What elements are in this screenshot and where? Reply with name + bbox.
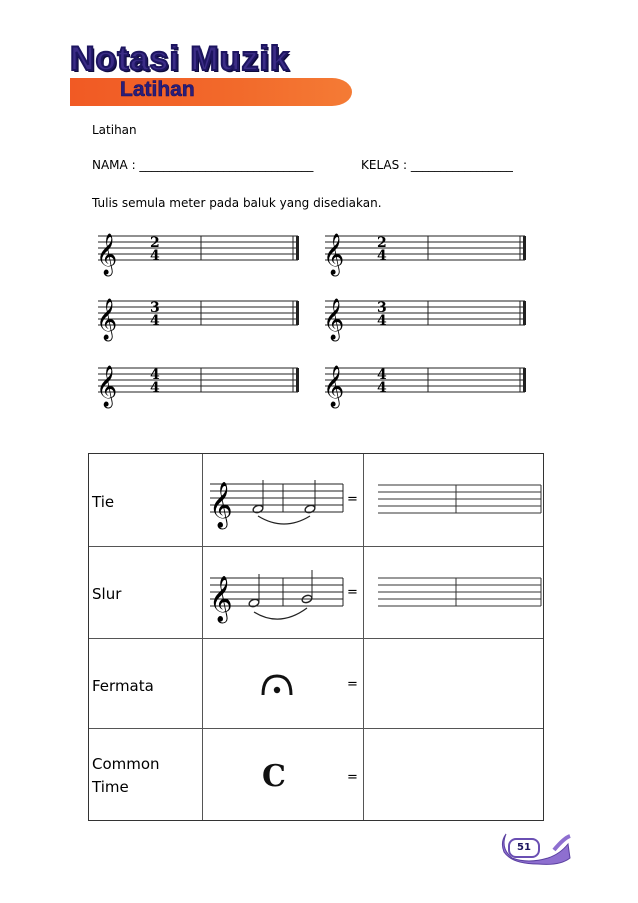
treble-clef-icon: 𝄞 <box>323 366 345 407</box>
tie-example <box>209 480 343 530</box>
class-field: KELAS : _________________ <box>361 158 513 172</box>
time-signature-lower: 4 <box>150 380 160 396</box>
instruction-text: Tulis semula meter pada baluk yang disediakan. <box>92 196 382 210</box>
time-signature-upper: 3 <box>150 300 160 316</box>
common-time-icon: C <box>262 759 286 794</box>
row-label-slur: Slur <box>92 585 122 603</box>
time-signature-upper: 2 <box>377 235 387 251</box>
page-title: Notasi Muzik <box>70 40 290 78</box>
time-signature-lower: 4 <box>150 248 160 264</box>
answer-staff <box>378 485 541 513</box>
fermata-icon <box>263 676 291 695</box>
time-signature-lower: 4 <box>377 313 387 329</box>
time-signature-upper: 2 <box>150 235 160 251</box>
time-signature-lower: 4 <box>377 248 387 264</box>
treble-clef-icon: 𝄞 <box>209 482 233 528</box>
treble-clef-icon: 𝄞 <box>96 234 118 275</box>
row-label-fermata: Fermata <box>92 677 154 695</box>
treble-clef-icon: 𝄞 <box>323 234 345 275</box>
page-subtitle: Latihan <box>120 78 195 101</box>
time-signature-lower: 4 <box>150 313 160 329</box>
time-signature-upper: 4 <box>150 367 160 383</box>
treble-clef-icon: 𝄞 <box>323 299 345 340</box>
page-number: 51 <box>508 838 540 858</box>
slur-example <box>209 570 343 624</box>
row-label-common-time-2: Time <box>92 778 129 796</box>
equals-sign: = <box>347 770 358 785</box>
time-signature-lower: 4 <box>377 380 387 396</box>
name-field: NAMA : _____________________________ <box>92 158 314 172</box>
equals-sign: = <box>347 492 358 507</box>
section-label: Latihan <box>92 123 137 137</box>
treble-clef-icon: 𝄞 <box>96 299 118 340</box>
time-signature-upper: 3 <box>377 300 387 316</box>
equals-sign: = <box>347 585 358 600</box>
treble-clef-icon: 𝄞 <box>209 576 233 622</box>
answer-staff <box>378 578 541 606</box>
equals-sign: = <box>347 677 358 692</box>
row-label-common-time-1: Common <box>92 755 160 773</box>
time-signature-upper: 4 <box>377 367 387 383</box>
row-label-tie: Tie <box>92 493 115 511</box>
treble-clef-icon: 𝄞 <box>96 366 118 407</box>
